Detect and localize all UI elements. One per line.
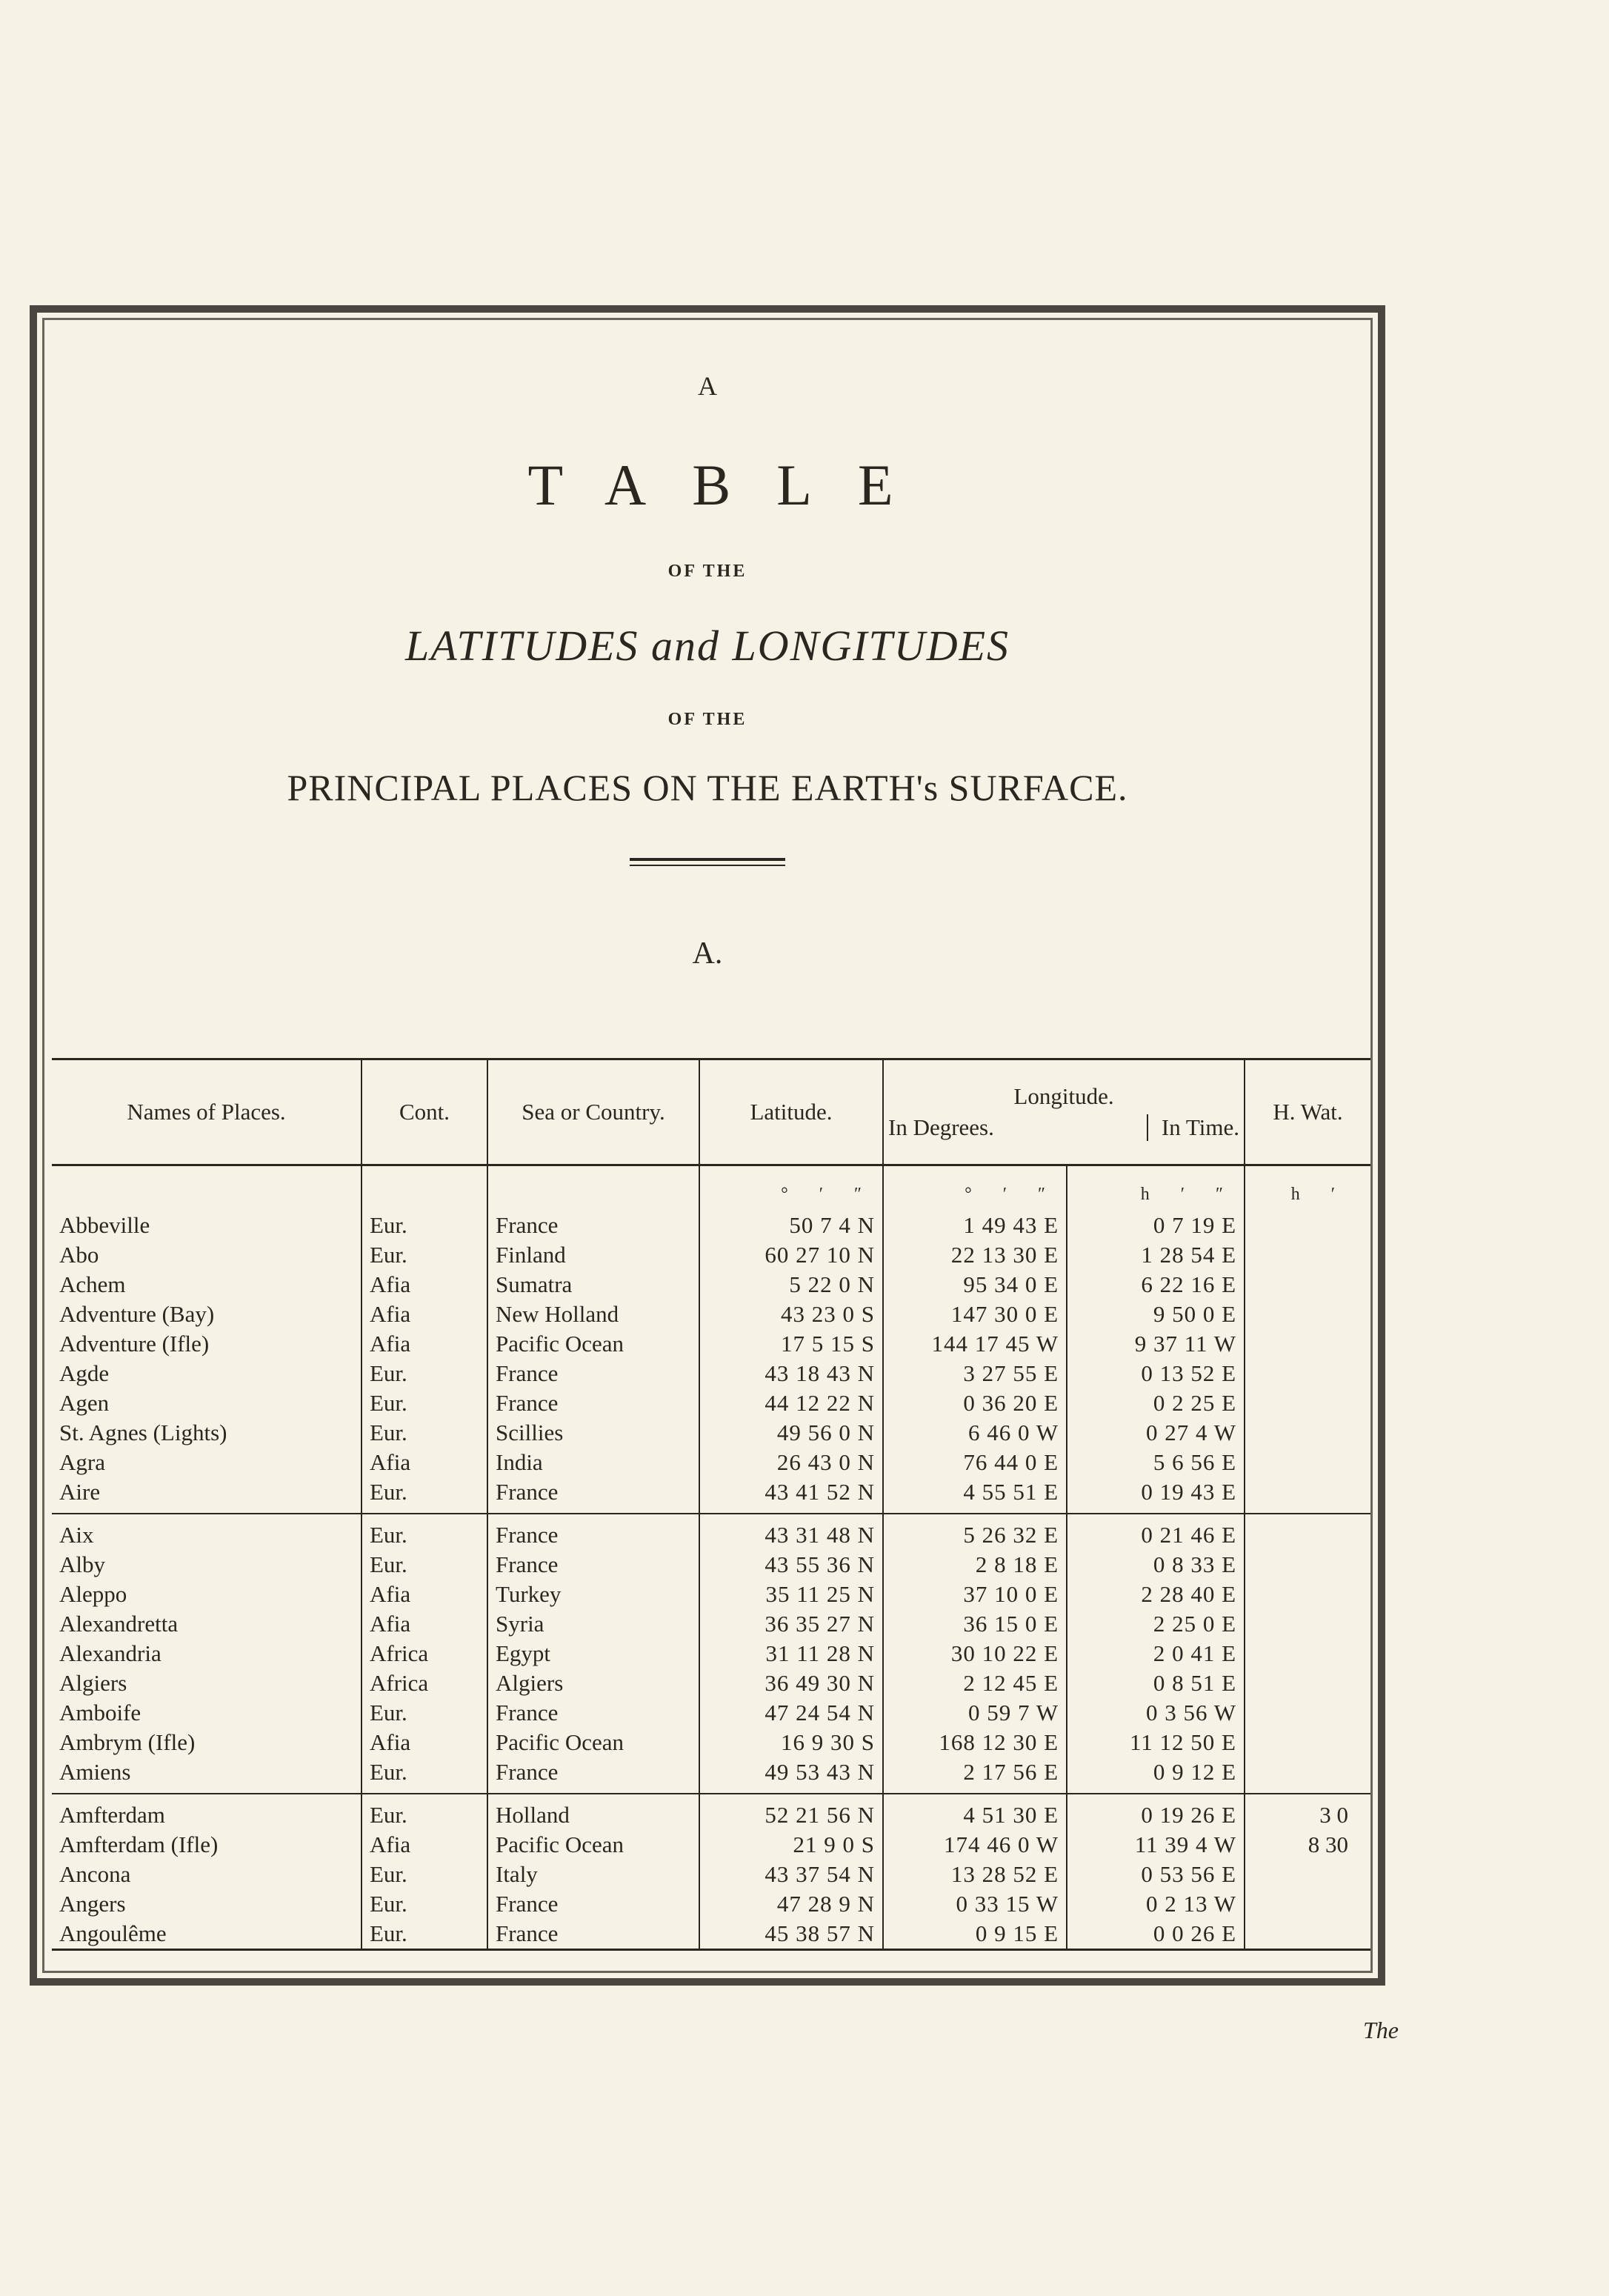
cell-hw: [1245, 1609, 1370, 1639]
table-row: [52, 1329, 1370, 1359]
cell-lat: 16 9 30 S: [699, 1728, 883, 1757]
cell-sea: Egypt: [487, 1639, 699, 1668]
cell-sea: France: [487, 1919, 699, 1950]
cell-lat: 45 38 57 N: [699, 1919, 883, 1950]
cell-sea: Finland: [487, 1240, 699, 1270]
cell-time: 9 50 0 E: [1067, 1300, 1245, 1329]
cell-name: Achem: [59, 1271, 126, 1297]
cell-hw: [1245, 1477, 1370, 1514]
cell-name: Agen: [59, 1390, 110, 1416]
title-table: TABLE: [527, 453, 939, 517]
cell-lat: 26 43 0 N: [699, 1448, 883, 1477]
cell-hw: [1245, 1300, 1370, 1329]
cell-sea: Syria: [487, 1609, 699, 1639]
cell-cont: Eur.: [362, 1388, 487, 1418]
cell-lat: 47 24 54 N: [699, 1698, 883, 1728]
cell-deg: 0 36 20 E: [883, 1388, 1067, 1418]
cell-hw: [1245, 1550, 1370, 1580]
cell-time: 11 12 50 E: [1067, 1728, 1245, 1757]
title-a: A: [698, 371, 717, 401]
cell-hw: [1245, 1919, 1370, 1950]
catchword: The: [1363, 2017, 1399, 2043]
cell-lat: 36 35 27 N: [699, 1609, 883, 1639]
cell-cont: Eur.: [362, 1477, 487, 1514]
cell-sea: Pacific Ocean: [487, 1728, 699, 1757]
table-row: [52, 1211, 1370, 1240]
cell-time: 0 13 52 E: [1067, 1359, 1245, 1388]
cell-sea: France: [487, 1514, 699, 1550]
units-sea: [487, 1165, 699, 1211]
cell-sea: Turkey: [487, 1580, 699, 1609]
cell-deg: 0 9 15 E: [883, 1919, 1067, 1950]
cell-hw: [1245, 1639, 1370, 1668]
cell-hw: [1245, 1860, 1370, 1889]
header-sea: Sea or Country.: [487, 1059, 699, 1165]
units-time: h ′ ″: [1067, 1165, 1245, 1211]
cell-lat: 43 41 52 N: [699, 1477, 883, 1514]
cell-cont: Eur.: [362, 1757, 487, 1794]
cell-name: Ambrym (Ifle): [59, 1729, 196, 1755]
table-row: [52, 1728, 1370, 1757]
table-row: [52, 1889, 1370, 1919]
cell-name: Adventure (Bay): [59, 1301, 215, 1327]
cell-time: 0 19 26 E: [1067, 1794, 1245, 1830]
cell-name: Agra: [59, 1449, 105, 1475]
table-row: [52, 1388, 1370, 1418]
cell-cont: Afia: [362, 1270, 487, 1300]
cell-hw: 3 0: [1245, 1794, 1370, 1830]
cell-name: Amiens: [52, 1757, 362, 1794]
cell-name: Amfterdam: [59, 1802, 165, 1828]
cell-sea: France: [487, 1757, 699, 1794]
cell-deg: 2 12 45 E: [883, 1668, 1067, 1698]
table-row: [52, 1830, 1370, 1860]
cell-deg: 13 28 52 E: [883, 1860, 1067, 1889]
cell-cont: Eur.: [362, 1240, 487, 1270]
cell-name: Abbeville: [59, 1212, 150, 1238]
units-cont: [362, 1165, 487, 1211]
cell-sea: Holland: [487, 1794, 699, 1830]
cell-time: 11 39 4 W: [1067, 1830, 1245, 1860]
cell-time: 0 0 26 E: [1067, 1919, 1245, 1950]
cell-lat: 43 23 0 S: [699, 1300, 883, 1329]
cell-sea: India: [487, 1448, 699, 1477]
header-in-degrees: In Degrees.: [888, 1114, 994, 1140]
table-row: [52, 1240, 1370, 1270]
cell-hw: [1245, 1211, 1370, 1240]
cell-name: St. Agnes (Lights): [59, 1420, 227, 1445]
cell-time: 2 0 41 E: [1067, 1639, 1245, 1668]
table-row: [52, 1919, 1370, 1950]
cell-lat: 43 18 43 N: [699, 1359, 883, 1388]
section-letter: A.: [692, 936, 723, 971]
cell-lat: 17 5 15 S: [699, 1329, 883, 1359]
cell-hw: [1245, 1580, 1370, 1609]
cell-deg: 1 49 43 E: [883, 1211, 1067, 1240]
title-block: [30, 370, 1385, 973]
cell-lat: 5 22 0 N: [699, 1270, 883, 1300]
header-longitude-split: [888, 1114, 1239, 1141]
cell-lat: 44 12 22 N: [699, 1388, 883, 1418]
cell-deg: 95 34 0 E: [883, 1270, 1067, 1300]
cell-deg: 30 10 22 E: [883, 1639, 1067, 1668]
cell-lat: 60 27 10 N: [699, 1240, 883, 1270]
cell-name: Amboife: [59, 1700, 141, 1726]
cell-cont: Afia: [362, 1580, 487, 1609]
cell-deg: 174 46 0 W: [883, 1830, 1067, 1860]
cell-sea: Algiers: [487, 1668, 699, 1698]
cell-cont: Eur.: [362, 1698, 487, 1728]
cell-hw: [1245, 1889, 1370, 1919]
cell-name: Aire: [52, 1477, 362, 1514]
table-row: [52, 1448, 1370, 1477]
cell-lat: 52 21 56 N: [699, 1794, 883, 1830]
cell-deg: 2 8 18 E: [883, 1550, 1067, 1580]
cell-cont: Eur.: [362, 1860, 487, 1889]
cell-name: Aix: [59, 1522, 94, 1548]
title-latitudes-longitudes: LATITUDES and LONGITUDES: [404, 622, 1010, 670]
cell-cont: Afia: [362, 1329, 487, 1359]
table-row: [52, 1270, 1370, 1300]
cell-deg: 6 46 0 W: [883, 1418, 1067, 1448]
cell-cont: Eur.: [362, 1418, 487, 1448]
table-row: [52, 1609, 1370, 1639]
cell-hw: [1245, 1329, 1370, 1359]
cell-name: Adventure (Ifle): [59, 1331, 210, 1357]
cell-deg: 2 17 56 E: [883, 1757, 1067, 1794]
cell-time: 2 25 0 E: [1067, 1609, 1245, 1639]
table-row: [52, 1794, 1370, 1830]
units-row: [52, 1165, 1370, 1211]
cell-time: 9 37 11 W: [1067, 1329, 1245, 1359]
cell-hw: [1245, 1757, 1370, 1794]
cell-hw: [1245, 1388, 1370, 1418]
cell-cont: Eur.: [362, 1919, 487, 1950]
cell-deg: 3 27 55 E: [883, 1359, 1067, 1388]
cell-hw: [1245, 1240, 1370, 1270]
table-row: [52, 1514, 1370, 1550]
title-rule: [630, 858, 785, 866]
cell-cont: Eur.: [362, 1211, 487, 1240]
table-row: [52, 1300, 1370, 1329]
table-body: [52, 1165, 1370, 1950]
cell-cont: Eur.: [362, 1514, 487, 1550]
cell-cont: Afia: [362, 1609, 487, 1639]
units-lat: ° ′ ″: [699, 1165, 883, 1211]
cell-time: 6 22 16 E: [1067, 1270, 1245, 1300]
places-table-wrap: [52, 1058, 1370, 1951]
cell-cont: Afia: [362, 1300, 487, 1329]
cell-hw: [1245, 1418, 1370, 1448]
cell-sea: France: [487, 1388, 699, 1418]
cell-name: Alexandretta: [59, 1611, 179, 1637]
table-row: [52, 1668, 1370, 1698]
header-cont: Cont.: [362, 1059, 487, 1165]
cell-sea: New Holland: [487, 1300, 699, 1329]
cell-time: 2 28 40 E: [1067, 1580, 1245, 1609]
cell-time: 0 8 33 E: [1067, 1550, 1245, 1580]
cell-name: Alexandria: [59, 1640, 161, 1666]
table-row: [52, 1359, 1370, 1388]
title-of-the-2: OF THE: [667, 710, 747, 729]
table-row: [52, 1639, 1370, 1668]
header-hwat: H. Wat.: [1245, 1059, 1370, 1165]
cell-cont: Africa: [362, 1639, 487, 1668]
cell-time: 5 6 56 E: [1067, 1448, 1245, 1477]
cell-lat: 49 53 43 N: [699, 1757, 883, 1794]
table-row: [52, 1860, 1370, 1889]
cell-deg: 22 13 30 E: [883, 1240, 1067, 1270]
cell-lat: 21 9 0 S: [699, 1830, 883, 1860]
cell-time: 0 9 12 E: [1067, 1757, 1245, 1794]
cell-hw: [1245, 1728, 1370, 1757]
cell-deg: 36 15 0 E: [883, 1609, 1067, 1639]
table-row: [52, 1580, 1370, 1609]
cell-lat: 49 56 0 N: [699, 1418, 883, 1448]
cell-sea: France: [487, 1698, 699, 1728]
header-row: [52, 1059, 1370, 1165]
header-longitude-group: [883, 1059, 1245, 1165]
cell-name: Angers: [59, 1891, 126, 1917]
cell-lat: 43 55 36 N: [699, 1550, 883, 1580]
header-latitude: Latitude.: [699, 1059, 883, 1165]
cell-deg: 4 55 51 E: [883, 1477, 1067, 1514]
cell-cont: Afia: [362, 1448, 487, 1477]
cell-lat: 43 31 48 N: [699, 1514, 883, 1550]
cell-deg: 5 26 32 E: [883, 1514, 1067, 1550]
cell-cont: Eur.: [362, 1794, 487, 1830]
units-name: [52, 1165, 362, 1211]
cell-deg: 76 44 0 E: [883, 1448, 1067, 1477]
table-row: [52, 1477, 1370, 1514]
cell-deg: 168 12 30 E: [883, 1728, 1067, 1757]
cell-name: Ancona: [59, 1861, 131, 1887]
cell-sea: France: [487, 1477, 699, 1514]
cell-time: 0 8 51 E: [1067, 1668, 1245, 1698]
cell-deg: 4 51 30 E: [883, 1794, 1067, 1830]
cell-sea: Italy: [487, 1860, 699, 1889]
table-row: [52, 1550, 1370, 1580]
cell-hw: 8 30: [1245, 1830, 1370, 1860]
cell-time: 0 19 43 E: [1067, 1477, 1245, 1514]
cell-cont: Eur.: [362, 1889, 487, 1919]
cell-hw: [1245, 1668, 1370, 1698]
cell-lat: 43 37 54 N: [699, 1860, 883, 1889]
cell-sea: France: [487, 1550, 699, 1580]
header-longitude: Longitude.: [1013, 1083, 1114, 1109]
cell-sea: Pacific Ocean: [487, 1329, 699, 1359]
table-row: [52, 1418, 1370, 1448]
cell-cont: Africa: [362, 1668, 487, 1698]
cell-hw: [1245, 1448, 1370, 1477]
cell-time: 0 7 19 E: [1067, 1211, 1245, 1240]
cell-deg: 0 33 15 W: [883, 1889, 1067, 1919]
cell-time: 0 3 56 W: [1067, 1698, 1245, 1728]
cell-lat: 47 28 9 N: [699, 1889, 883, 1919]
cell-name: Angoulême: [52, 1919, 362, 1950]
cell-lat: 36 49 30 N: [699, 1668, 883, 1698]
cell-sea: France: [487, 1359, 699, 1388]
cell-time: 0 53 56 E: [1067, 1860, 1245, 1889]
cell-hw: [1245, 1698, 1370, 1728]
units-hw: h ′: [1245, 1165, 1370, 1211]
cell-name: Alby: [59, 1551, 105, 1577]
cell-name: Abo: [59, 1242, 99, 1268]
cell-name: Amfterdam (Ifle): [59, 1831, 219, 1857]
cell-time: 1 28 54 E: [1067, 1240, 1245, 1270]
cell-time: 0 21 46 E: [1067, 1514, 1245, 1550]
cell-deg: 0 59 7 W: [883, 1698, 1067, 1728]
cell-sea: France: [487, 1211, 699, 1240]
cell-sea: Pacific Ocean: [487, 1830, 699, 1860]
title-of-the: OF THE: [667, 562, 747, 581]
header-in-time: In Time.: [1147, 1114, 1239, 1141]
cell-hw: [1245, 1359, 1370, 1388]
cell-name: Agde: [59, 1360, 110, 1386]
cell-time: 0 27 4 W: [1067, 1418, 1245, 1448]
units-deg: ° ′ ″: [883, 1165, 1067, 1211]
cell-lat: 31 11 28 N: [699, 1639, 883, 1668]
cell-deg: 144 17 45 W: [883, 1329, 1067, 1359]
cell-hw: [1245, 1514, 1370, 1550]
cell-cont: Eur.: [362, 1359, 487, 1388]
table-row: [52, 1698, 1370, 1728]
cell-cont: Afia: [362, 1830, 487, 1860]
cell-deg: 147 30 0 E: [883, 1300, 1067, 1329]
cell-sea: Sumatra: [487, 1270, 699, 1300]
cell-sea: France: [487, 1889, 699, 1919]
cell-cont: Eur.: [362, 1550, 487, 1580]
places-table: [52, 1058, 1370, 1951]
table-row: [52, 1757, 1370, 1794]
cell-deg: 37 10 0 E: [883, 1580, 1067, 1609]
cell-time: 0 2 13 W: [1067, 1889, 1245, 1919]
cell-cont: Afia: [362, 1728, 487, 1757]
cell-sea: Scillies: [487, 1418, 699, 1448]
title-principal-places: PRINCIPAL PLACES ON THE EARTH's SURFACE.: [287, 767, 1128, 808]
header-name: Names of Places.: [52, 1059, 362, 1165]
cell-lat: 35 11 25 N: [699, 1580, 883, 1609]
cell-hw: [1245, 1270, 1370, 1300]
cell-time: 0 2 25 E: [1067, 1388, 1245, 1418]
cell-lat: 50 7 4 N: [699, 1211, 883, 1240]
cell-name: Algiers: [59, 1670, 127, 1696]
cell-name: Aleppo: [59, 1581, 127, 1607]
